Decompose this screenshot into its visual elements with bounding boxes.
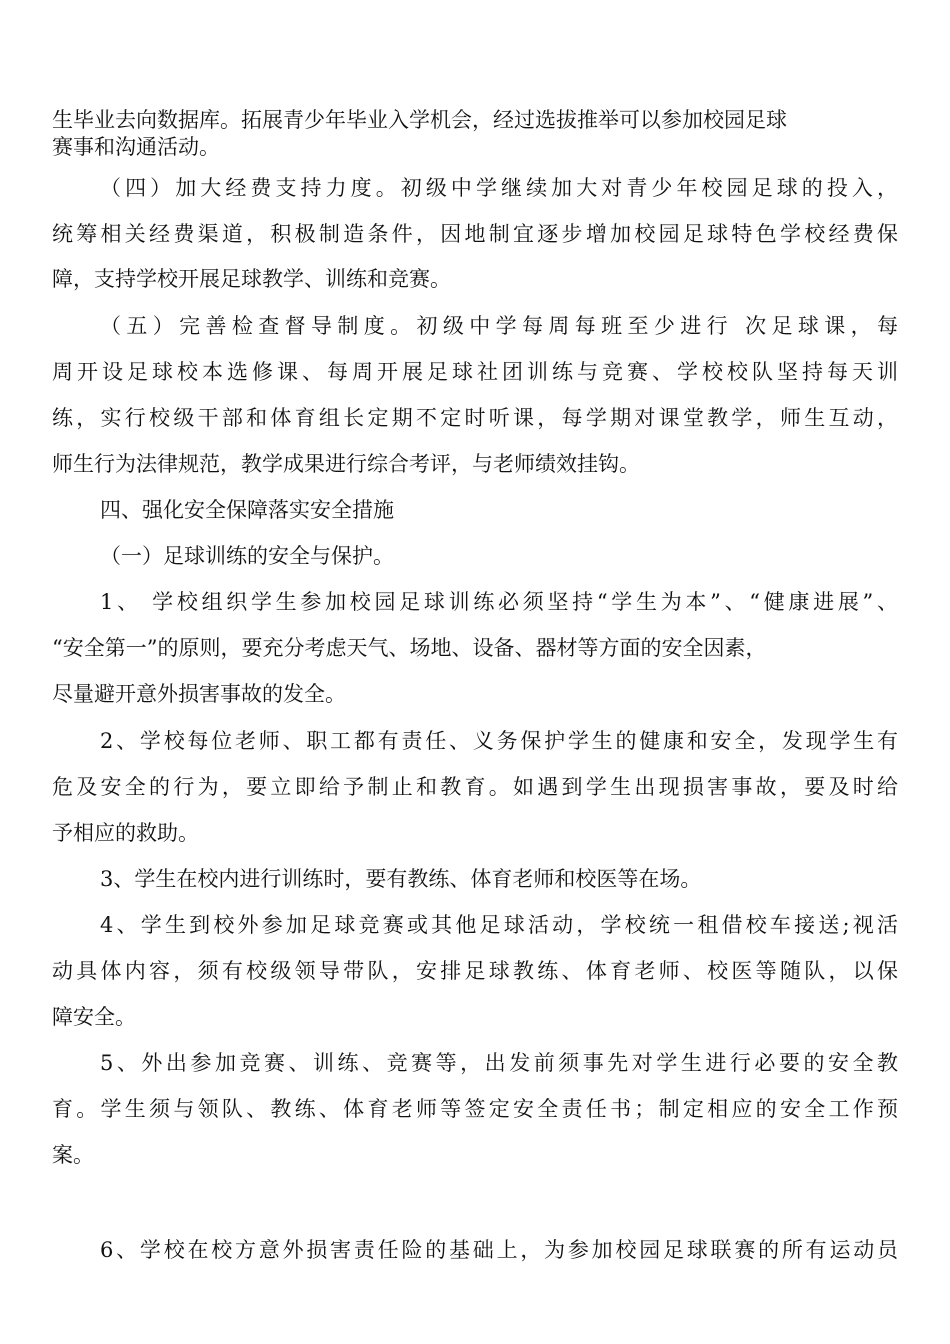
text-line: 动具体内容，须有校级领导带队，安排足球教练、体育老师、校医等随队，以保 bbox=[52, 959, 898, 983]
text-line: 尽量避开意外损害事故的发全。 bbox=[52, 682, 346, 706]
text-line: 统筹相关经费渠道，积极制造条件，因地制宜逐步增加校园足球特色学校经费保 bbox=[52, 222, 898, 246]
text-line: 5、外出参加竞赛、训练、竞赛等，出发前须事先对学生进行必要的安全教 bbox=[100, 1051, 898, 1075]
subsection-heading: （一）足球训练的安全与保护。 bbox=[100, 544, 394, 568]
text-line: 案。 bbox=[52, 1143, 94, 1167]
text-line: 师生行为法律规范，教学成果进行综合考评，与老师绩效挂钩。 bbox=[52, 452, 640, 476]
section-heading: 四、强化安全保障落实安全措施 bbox=[100, 498, 394, 522]
text-line: 3、学生在校内进行训练时，要有教练、体育老师和校医等在场。 bbox=[100, 867, 702, 891]
text-line: 予相应的救助。 bbox=[52, 821, 199, 845]
text-line: （五）完善检查督导制度。初级中学每周每班至少进行 次足球课，每 bbox=[100, 314, 898, 338]
text-line: 4、学生到校外参加足球竞赛或其他足球活动，学校统一租借校车接送;视活 bbox=[100, 913, 898, 937]
text-line: 育。学生须与领队、教练、体育老师等签定安全责任书；制定相应的安全工作预 bbox=[52, 1097, 898, 1121]
text-line: 危及安全的行为，要立即给予制止和教育。如遇到学生出现损害事故，要及时给 bbox=[52, 775, 898, 799]
text-line: 障，支持学校开展足球教学、训练和竞赛。 bbox=[52, 267, 451, 291]
text-line: 练，实行校级干部和体育组长定期不定时听课，每学期对课堂教学，师生互动， bbox=[52, 406, 898, 430]
text-line: 周开设足球校本选修课、每周开展足球社团训练与竞赛、学校校队坚持每天训 bbox=[52, 360, 898, 384]
text-line: （四）加大经费支持力度。初级中学继续加大对青少年校园足球的投入， bbox=[100, 176, 898, 200]
text-line: 2、学校每位老师、职工都有责任、义务保护学生的健康和安全，发现学生有 bbox=[100, 729, 898, 753]
text-line: “安全第一”的原则，要充分考虑天气、场地、设备、器材等方面的安全因素， bbox=[52, 636, 767, 660]
text-line: 6、学校在校方意外损害责任险的基础上，为参加校园足球联赛的所有运动员 bbox=[100, 1238, 898, 1262]
text-line: 赛事和沟通活动。 bbox=[52, 135, 220, 159]
text-line: 1、 学校组织学生参加校园足球训练必须坚持“学生为本”、“健康进展”、 bbox=[100, 590, 898, 614]
text-line: 障安全。 bbox=[52, 1005, 136, 1029]
text-line: 生毕业去向数据库。拓展青少年毕业入学机会，经过选拔推举可以参加校园足球 bbox=[52, 108, 787, 132]
